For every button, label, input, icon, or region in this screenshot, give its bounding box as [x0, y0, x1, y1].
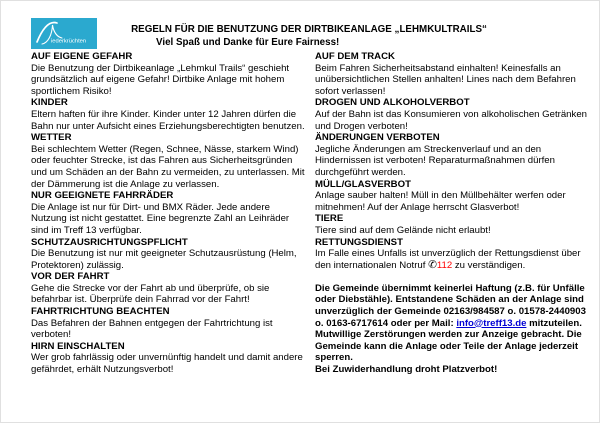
text-run: Eltern haften für ihre Kinder. Kinder unter 12 Jahren dürfen die Bahn nur unter Aufsicht eines Erziehungsberechtigten benutzen.	[31, 108, 305, 132]
rules-right-column	[315, 51, 587, 376]
section-paragraph	[31, 283, 308, 306]
section-paragraph	[315, 144, 587, 179]
page-subtitle: Viel Spaß und Danke für Eure Fairness!	[156, 37, 340, 48]
section-heading: FAHRTRICHTUNG BEACHTEN	[31, 306, 170, 318]
text-run: Das Befahren der Bahnen entgegen der Fahrtrichtung ist verboten!	[31, 317, 273, 341]
section-paragraph	[31, 63, 308, 98]
text-run: Die Anlage ist nur für Dirt- und BMX Räder. Jede andere Nutzung ist nicht gestattet. Eine begrenzte Zahl an Leihräder sind im Treff 13 verfügbar.	[31, 201, 290, 236]
rules-left-column	[31, 51, 308, 376]
text-run: Im Falle eines Unfalls ist unverzüglich der Rettungsdienst über den internationalen Notruf	[315, 248, 581, 271]
text-run: Jegliche Änderungen am Streckenverlauf und an den Hindernissen ist verboten! Reparaturmaßnahmen dürfen durchgeführt werden.	[315, 143, 555, 178]
rules-columns	[31, 51, 587, 376]
section-paragraph	[31, 144, 308, 190]
text-run: Die Benutzung der Dirtbikeanlage „Lehmkul Trails“ geschieht grundsätzlich auf eigene Gefahr! Dirtbike Anlage mit hohem sportlichem Risiko!	[31, 62, 290, 97]
text-run: Beim Fahren Sicherheitsabstand einhalten! Keinesfalls an unübersichtlichen Stellen anhalten! Lines nach dem Befahren sofort verlassen!	[315, 62, 576, 97]
text-run: Bei schlechtem Wetter (Regen, Schnee, Nässe, starkem Wind) oder feuchter Strecke, ist das Fahren aus Sicherheitsgründen und um Schäden an der Bahn zu vermeiden, zu unterlassen. Mit der Dämmerung ist die Anlage zu verlassen.	[31, 143, 305, 190]
emergency-number: 112	[436, 259, 453, 271]
section-heading: WETTER	[31, 132, 72, 144]
section-paragraph	[31, 248, 308, 271]
phone-icon: ✆	[428, 258, 437, 271]
section-heading: KINDER	[31, 97, 68, 109]
section-heading: MÜLL/GLASVERBOT	[315, 178, 411, 190]
email-link[interactable]: info@treff13.de	[456, 317, 527, 329]
text-run: Wer grob fahrlässig oder unvernünftig handelt und damit andere gefährdet, erhält Nutzungsverbot!	[31, 352, 303, 376]
text-run: mitzuteilen. Mutwillige Zerstörungen werden zur Anzeige gebracht. Die Gemeinde kann die Anlage oder Teile der Anlage jederzeit sperren.	[315, 317, 582, 364]
section-heading: DROGEN UND ALKOHOLVERBOT	[315, 97, 470, 109]
section-paragraph	[315, 283, 587, 364]
section-heading: SCHUTZAUSRICHTUNGSPFLICHT	[31, 236, 188, 248]
section-paragraph	[315, 63, 587, 98]
section-heading: VOR DER FAHRT	[31, 271, 110, 283]
section-paragraph	[315, 225, 587, 237]
section-paragraph	[315, 190, 587, 213]
section-heading: AUF EIGENE GEFAHR	[31, 51, 133, 62]
text-run: Gehe die Strecke vor der Fahrt ab und überprüfe, ob sie befahrbar ist. Überprüfe dein Fahrrad vor der Fahrt!	[31, 282, 270, 306]
section-paragraph	[315, 109, 587, 132]
text-run: Die Benutzung ist nur mit geeigneter Schutzausrüstung (Helm, Protektoren) zulässig.	[31, 248, 297, 271]
text-run: Die Gemeinde übernimmt keinerlei Haftung (z.B. für Unfälle oder Diebstähle). Entstandene Schäden an der Anlage sind unverzüglich der Gemeinde 02163/984587 o. 01578-2440903 o. 0163-6717614 oder per Mail:	[315, 282, 586, 329]
section-heading: HIRN EINSCHALTEN	[31, 340, 125, 352]
section-paragraph	[315, 248, 587, 271]
section-paragraph	[31, 109, 308, 132]
section-paragraph	[315, 364, 587, 376]
text-run: Anlage sauber halten! Müll in den Müllbehälter werfen oder mitnehmen! Auf der Anlage herrscht Glasverbot!	[315, 190, 566, 213]
text-run: Bei Zuwiderhandlung droht Platzverbot!	[315, 364, 498, 376]
section-paragraph	[31, 352, 308, 375]
section-paragraph	[31, 318, 308, 341]
section-heading: TIERE	[315, 213, 344, 225]
section-heading: RETTUNGSDIENST	[315, 236, 403, 248]
section-paragraph	[31, 202, 308, 237]
section-heading: ÄNDERUNGEN VERBOTEN	[315, 132, 440, 144]
text-run: Tiere sind auf dem Gelände nicht erlaubt!	[315, 224, 491, 236]
page-title: REGELN FÜR DIE BENUTZUNG DER DIRTBIKEANLAGE „LEHMKULTRAILS“	[131, 24, 487, 35]
text-run: Auf der Bahn ist das Konsumieren von alkoholischen Getränken und Drogen verboten!	[315, 108, 587, 132]
section-heading: NUR GEEIGNETE FAHRRÄDER	[31, 190, 174, 202]
paragraph-spacer	[315, 271, 587, 283]
text-run: zu verständigen.	[452, 259, 526, 271]
section-heading: AUF DEM TRACK	[315, 51, 395, 62]
logo-text: iederkrüchten	[51, 38, 87, 45]
